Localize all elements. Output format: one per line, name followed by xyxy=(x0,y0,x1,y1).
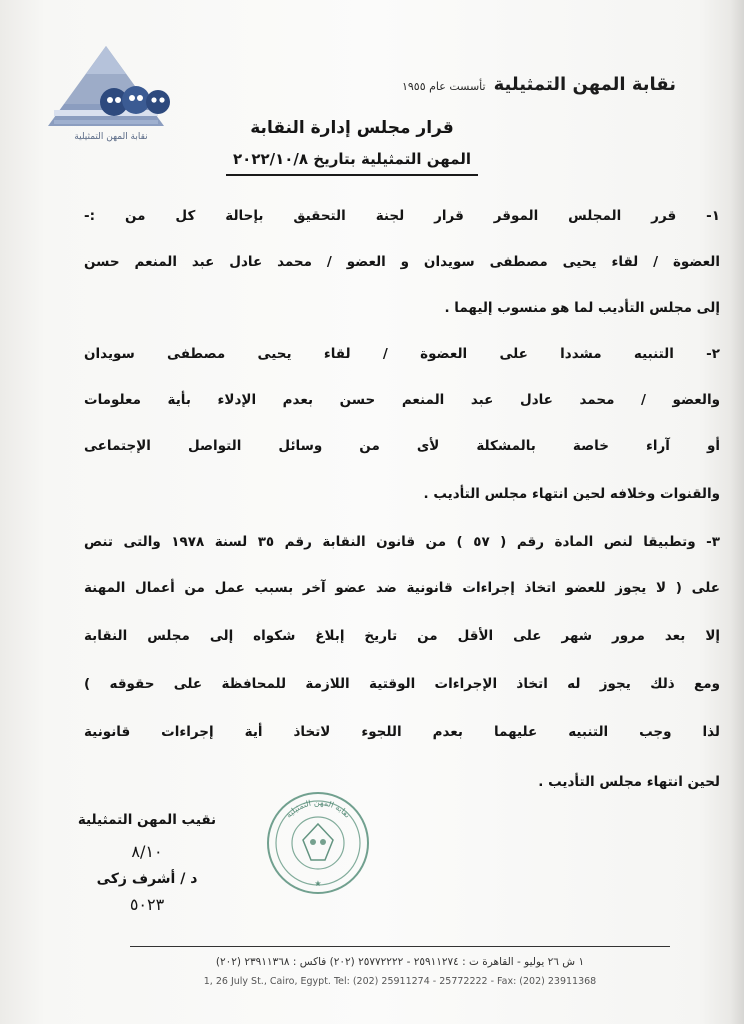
stamp-text: نقابة المهن التمثيلية xyxy=(284,797,353,820)
body-line: ومع ذلك يجوز له اتخاذ الإجراءات الوقتية اللازمة للمحافظة على حقوقه ) xyxy=(84,676,720,692)
body-line: لحين انتهاء مجلس التأديب . xyxy=(538,774,720,790)
body-line: ١- قرر المجلس الموقر قرار لجنة التحقيق بإحالة كل من :- xyxy=(84,208,720,224)
official-stamp xyxy=(265,790,371,896)
founded-year: تأسست عام ١٩٥٥ xyxy=(401,80,486,93)
body-line: والعضو / محمد عادل عبد المنعم حسن بعدم الإدلاء بأية معلومات xyxy=(84,392,720,408)
svg-text:نقابة المهن التمثيلية xyxy=(284,798,352,820)
body-line: لذا وجب التنبيه عليهما بعدم اللجوء لاتخاذ أية إجراءات قانونية xyxy=(84,724,720,740)
body-line: العضوة / لقاء يحيى مصطفى سويدان و العضو / محمد عادل عبد المنعم حسن xyxy=(84,254,720,270)
body-line: إلى مجلس التأديب لما هو منسوب إليهما . xyxy=(444,300,720,316)
body-line: إلا بعد مرور شهر على الأقل من تاريخ إبلاغ شكواه إلى مجلس النقابة xyxy=(84,628,720,644)
title-line-2: المهن التمثيلية بتاريخ ٢٠٢٢/١٠/٨ xyxy=(233,150,471,168)
decision-title xyxy=(222,118,482,176)
stamp-graphic xyxy=(265,790,371,896)
page-edge-shadow xyxy=(730,0,744,1024)
body-line: ٢- التنبيه مشددا على العضوة / لقاء يحيى مصطفى سويدان xyxy=(84,346,720,362)
footer-address-english: 1, 26 July St., Cairo, Egypt. Tel: (202) 25911274 - 25772222 - Fax: (202) 23911368 xyxy=(203,976,597,987)
body-line: على ( لا يجوز للعضو اتخاذ إجراءات قانونية ضد عضو آخر بسبب عمل من أعمال المهنة xyxy=(84,580,720,596)
org-name-header xyxy=(402,74,676,95)
body-line: ٣- وتطبيقا لنص المادة رقم ( ٥٧ ) من قانون النقابة رقم ٣٥ لسنة ١٩٧٨ والتى تنص xyxy=(84,534,720,550)
org-name: نقابة المهن التمثيلية xyxy=(493,74,676,95)
footer-divider xyxy=(130,946,670,947)
body-line: أو آراء خاصة بالمشكلة لأى من وسائل التواصل الإجتماعى xyxy=(84,438,720,454)
logo-graphic xyxy=(44,42,174,142)
signature-date: ٨/١٠ xyxy=(131,842,163,861)
title-line-1: قرار مجلس إدارة النقابة xyxy=(250,118,454,138)
signature-number: ٥٠٢٣ xyxy=(129,895,165,914)
logo-caption: نقابة المهن التمثيلية xyxy=(74,132,148,142)
signatory-title: نقيب المهن التمثيلية xyxy=(77,812,217,828)
title-underline xyxy=(226,174,478,176)
signature-block xyxy=(72,812,222,914)
footer-address-arabic: ١ ش ٢٦ يوليو - القاهرة ت : ٢٥٩١١٢٧٤ - ٢٥٧٧٢٢٢٢ (٢٠٢) فاكس : ٢٣٩١١٣٦٨ (٢٠٢) xyxy=(215,956,585,968)
svg-text:★: ★ xyxy=(314,879,322,888)
body-line: والقنوات وخلافه لحين انتهاء مجلس التأديب . xyxy=(423,486,720,502)
signatory-name: د / أشرف زكى xyxy=(96,871,198,887)
